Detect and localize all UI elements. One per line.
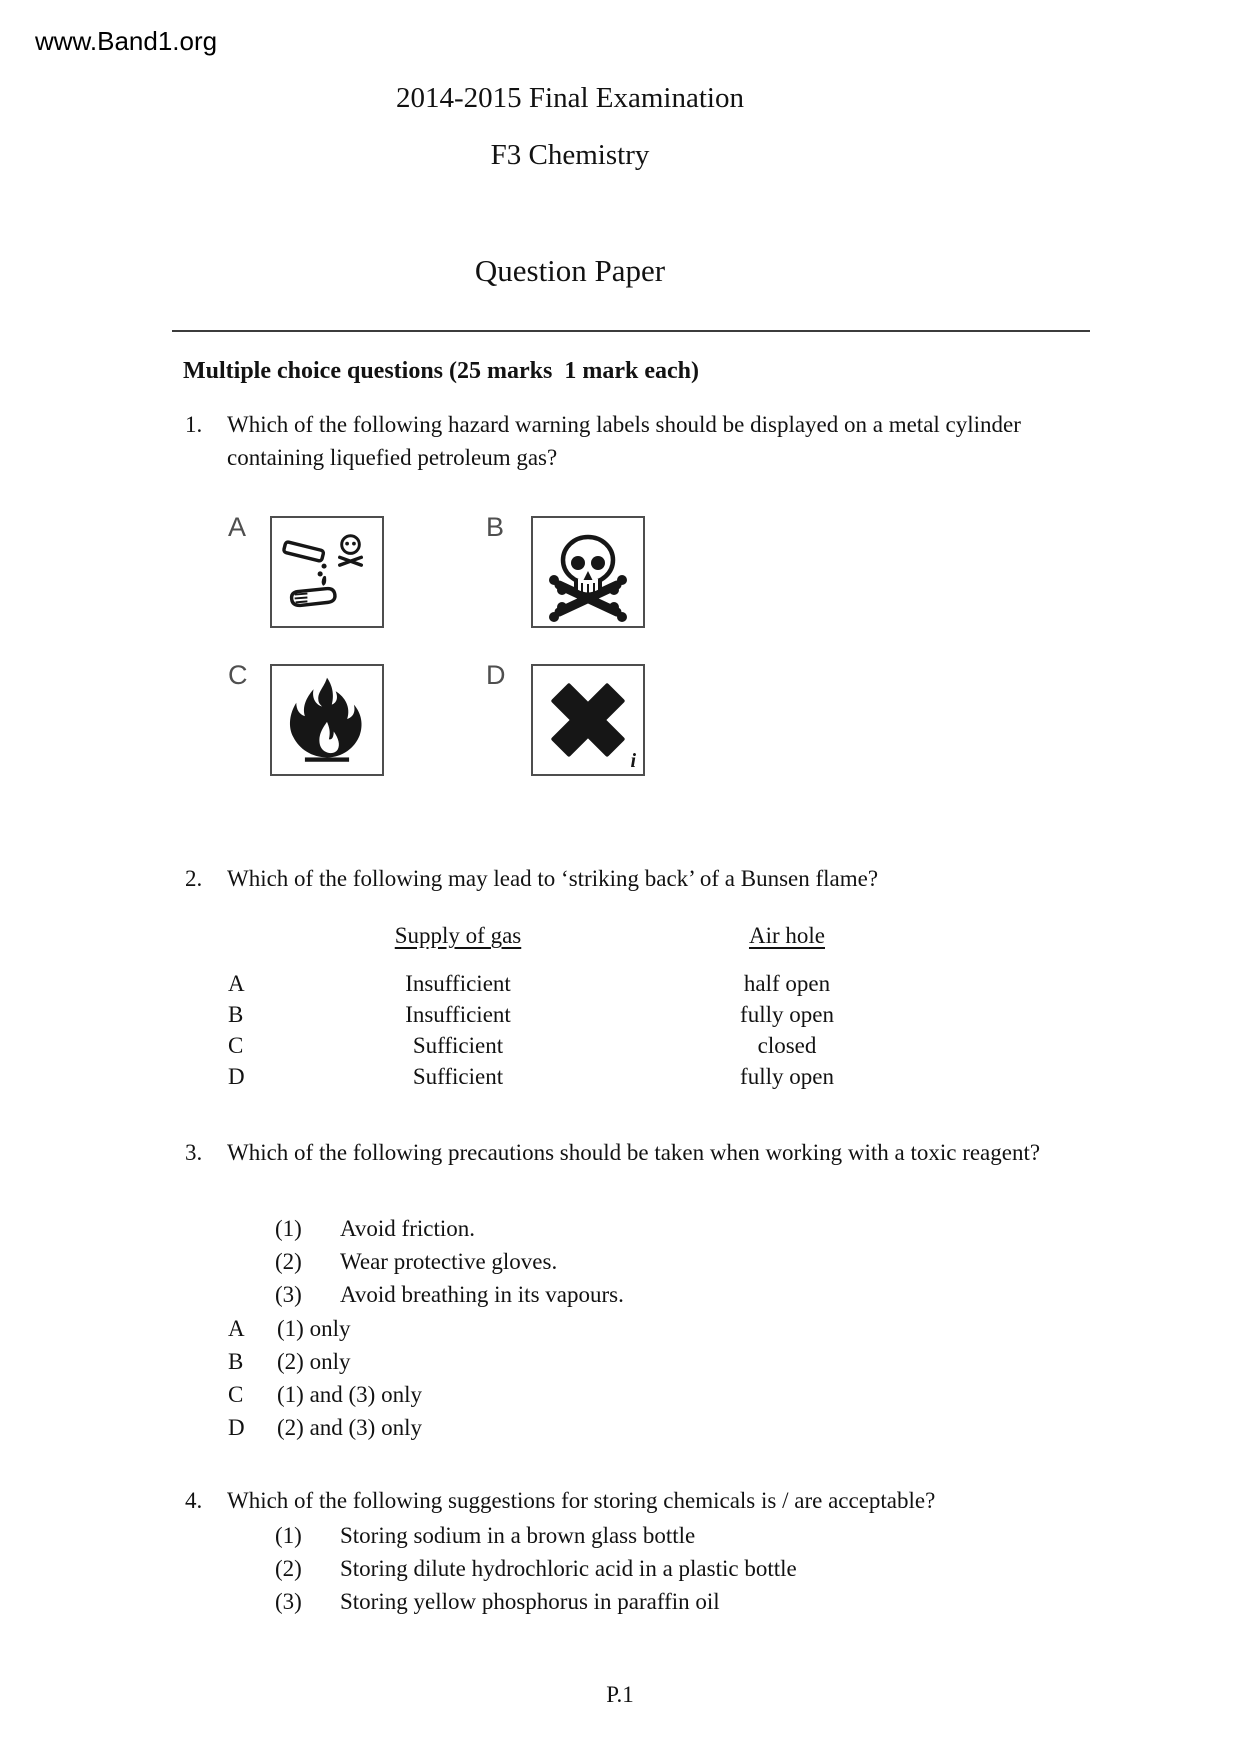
question-4-text: Which of the following suggestions for storing chemicals is / are acceptable? [227, 1488, 936, 1513]
q3-option-a-text: (1) only [277, 1316, 351, 1341]
q2-row-d-label: D [228, 1064, 245, 1089]
q3-option-b-text: (2) only [277, 1349, 351, 1374]
question-3-number: 3. [185, 1140, 203, 1165]
q2-row-d-air: fully open [740, 1064, 834, 1089]
q3-option-c-text: (1) and (3) only [277, 1382, 422, 1407]
q3-option-a-label: A [228, 1316, 245, 1341]
q2-row-a-gas: Insufficient [405, 971, 511, 996]
q3-item-2-text: Wear protective gloves. [340, 1249, 558, 1274]
q2-col-header-supply-of-gas: Supply of gas [394, 923, 522, 948]
question-1-text: Which of the following hazard warning labels should be displayed on a metal cylinder containing liquefied petroleum gas? [227, 412, 1021, 470]
q3-item-1-number: (1) [275, 1216, 302, 1241]
q2-row-c-air: closed [757, 1033, 817, 1058]
subject-title: F3 Chemistry [490, 139, 650, 171]
toxic-skull-crossbones-icon [537, 522, 639, 622]
irritant-i-mark: i [630, 750, 636, 772]
hazard-label-option-b [531, 516, 645, 628]
option-d-label: D [486, 660, 506, 690]
option-c-label: C [228, 660, 248, 690]
question-3-text: Which of the following precautions should be taken when working with a toxic reagent? [227, 1140, 1041, 1165]
q2-row-b-label: B [228, 1002, 244, 1027]
site-url: www.Band1.org [35, 26, 218, 56]
option-b-label: B [486, 512, 505, 542]
q2-row-a-air: half open [743, 971, 831, 996]
q3-item-3-text: Avoid breathing in its vapours. [340, 1282, 624, 1307]
q2-row-a-label: A [228, 971, 245, 996]
q4-item-2-number: (2) [275, 1556, 302, 1581]
question-2-text: Which of the following may lead to ‘striking back’ of a Bunsen flame? [227, 866, 879, 891]
q2-col-header-air-hole: Air hole [748, 923, 825, 948]
option-a-label: A [228, 512, 247, 542]
q4-item-2-text: Storing dilute hydrochloric acid in a plastic bottle [340, 1556, 797, 1581]
q2-row-d-gas: Sufficient [412, 1064, 504, 1089]
question-2-number: 2. [185, 866, 203, 891]
q4-item-3-number: (3) [275, 1589, 302, 1614]
section-title: Question Paper [474, 253, 666, 288]
page-number: P.1 [606, 1682, 634, 1707]
q2-row-c-label: C [228, 1033, 244, 1058]
corrosive-hazard-icon [277, 523, 377, 621]
hazard-label-option-d [531, 664, 645, 776]
hazard-label-option-a [270, 516, 384, 628]
q3-option-d-label: D [228, 1415, 245, 1440]
q4-item-1-number: (1) [275, 1523, 302, 1548]
hazard-label-option-c [270, 664, 384, 776]
q3-option-c-label: C [228, 1382, 244, 1407]
section-divider-rule [172, 330, 1090, 332]
multiple-choice-heading: Multiple choice questions (25 marks 1 mark each) [183, 358, 699, 384]
q3-item-1-text: Avoid friction. [340, 1216, 475, 1241]
question-1-number: 1. [185, 412, 203, 437]
question-4-number: 4. [185, 1488, 203, 1513]
harmful-irritant-cross-icon [537, 670, 639, 770]
q4-item-1-text: Storing sodium in a brown glass bottle [340, 1523, 696, 1548]
exam-title: 2014-2015 Final Examination [396, 82, 744, 114]
flammable-flame-icon [278, 672, 376, 768]
q4-item-3-text: Storing yellow phosphorus in paraffin oil [340, 1589, 720, 1614]
q3-option-b-label: B [228, 1349, 244, 1374]
q2-row-b-air: fully open [740, 1002, 834, 1027]
q3-item-2-number: (2) [275, 1249, 302, 1274]
q2-row-b-gas: Insufficient [405, 1002, 511, 1027]
q3-item-3-number: (3) [275, 1282, 302, 1307]
q3-option-d-text: (2) and (3) only [277, 1415, 422, 1440]
q2-row-c-gas: Sufficient [412, 1033, 504, 1058]
